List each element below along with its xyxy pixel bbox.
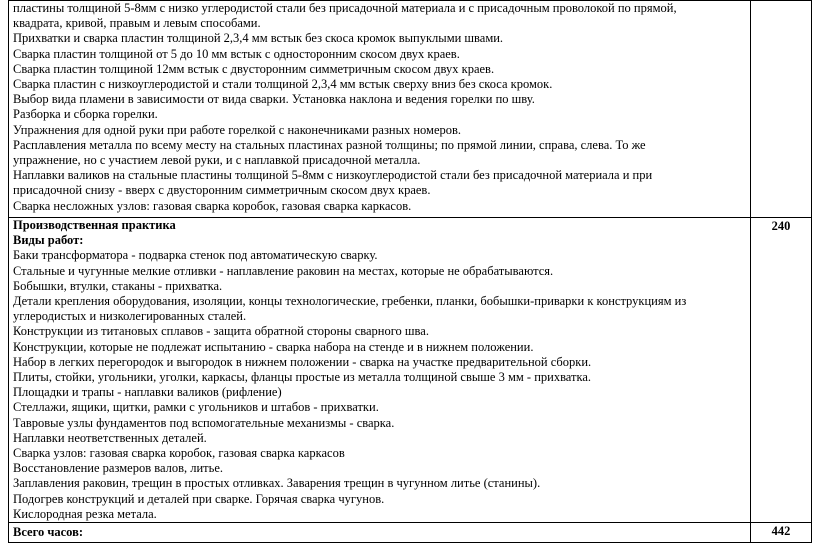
- text-line: Площадки и трапы - наплавки валиков (рифление): [13, 385, 282, 400]
- hours-cell: [751, 1, 812, 218]
- text-line: Стальные и чугунные мелкие отливки - наплавление раковин на местах, которые не обрабатываются.: [13, 263, 554, 278]
- text-line: упражнение, но с участием левой руки, и с наплавкой присадочной металла.: [13, 153, 421, 168]
- text-line: Сварка несложных узлов: газовая сварка коробок, газовая сварка каркасов.: [13, 198, 412, 213]
- text-line: Конструкции из титановых сплавов - защита обратной стороны сварного шва.: [13, 324, 429, 339]
- table-row: [9, 1, 812, 218]
- text-line: Восстановление размеров валов, литье.: [13, 461, 224, 476]
- text-line: Стеллажи, ящики, щитки, рамки с угольников и штабов - прихватки.: [13, 400, 379, 415]
- topic-cell: [9, 1, 751, 218]
- text-line: Прихватки и сварка пластин толщиной 2,3,4 мм встык без скоса кромок выпуклыми швами.: [13, 31, 504, 46]
- practice-cell: [9, 218, 751, 523]
- text-line: Разборка и сборка горелки.: [13, 107, 158, 122]
- text-line: Заплавления раковин, трещин в простых отливках. Заварения трещин в чугунном литье (станины).: [13, 476, 541, 491]
- text-line: Набор в легких перегородок и выгородок в нижнем положении - сварка на участке предварительной сборки.: [13, 354, 592, 369]
- program-table: [8, 0, 812, 543]
- text-line: Наплавки валиков на стальные пластины толщиной 5-8мм с низкоуглеродистой стали без присадочной материала и при: [13, 168, 653, 183]
- document-page: [8, 0, 812, 543]
- text-line: Выбор вида пламени в зависимости от вида сварки. Установка наклона и ведения горелки по шву.: [13, 92, 535, 107]
- text-line: Сварка узлов: газовая сварка коробок, газовая сварка каркасов: [13, 446, 345, 461]
- text-line: Кислородная резка метала.: [13, 506, 157, 521]
- text-line: Сварка пластин толщиной от 5 до 10 мм встык с односторонним скосом двух краев.: [13, 46, 460, 61]
- text-line: присадочной снизу - вверх с двусторонним симметричным скосом двух краев.: [13, 183, 431, 198]
- total-label: Всего часов:: [9, 523, 751, 543]
- text-line: квадрата, кривой, правым и левым способами.: [13, 16, 261, 31]
- text-line: Детали крепления оборудования, изоляции, концы технологические, гребенки, планки, бобышки-приварки к конструкциям из: [13, 294, 687, 309]
- text-line: углеродистых и низколегированных сталей.: [13, 309, 247, 324]
- text-line: Подогрев конструкций и деталей при сварке. Горячая сварка чугунов.: [13, 491, 385, 506]
- text-line: Сварка пластин толщиной 12мм встык с двусторонним симметричным скосом двух краев.: [13, 61, 495, 76]
- work-types-label: Виды работ:: [13, 233, 84, 248]
- table-row: [9, 523, 812, 543]
- text-line: Упражнения для одной руки при работе горелкой с наконечниками разных номеров.: [13, 122, 462, 137]
- total-hours: 442: [751, 523, 812, 543]
- text-line: Расплавления металла по всему месту на стальных пластинах разной толщины; по прямой линии, справа, слева. То же: [13, 137, 646, 152]
- text-line: Бобышки, втулки, стаканы - прихватка.: [13, 278, 223, 293]
- text-line: Плиты, стойки, угольники, уголки, каркасы, фланцы простые из металла толщиной свыше 3 мм - прихватка.: [13, 370, 592, 385]
- text-line: пластины толщиной 5-8мм с низко углеродистой стали без присадочной материала и с присадочным проволокой по прямой,: [13, 1, 677, 15]
- text-line: Сварка пластин с низкоуглеродистой и стали толщиной 2,3,4 мм встык сверху вниз без скоса кромок.: [13, 77, 553, 92]
- practice-content: [13, 248, 746, 522]
- practice-title: Производственная практика: [13, 218, 176, 232]
- text-line: Конструкции, которые не подлежат испытанию - сварка набора на стенде и в нижнем положении.: [13, 339, 534, 354]
- topic-content: [13, 1, 746, 214]
- text-line: Тавровые узлы фундаментов под вспомогательные механизмы - сварка.: [13, 415, 395, 430]
- practice-hours: 240: [751, 218, 812, 523]
- text-line: Баки трансформатора - подварка стенок под автоматическую сварку.: [13, 248, 378, 263]
- text-line: Наплавки неответственных деталей.: [13, 430, 207, 445]
- table-row: [9, 218, 812, 523]
